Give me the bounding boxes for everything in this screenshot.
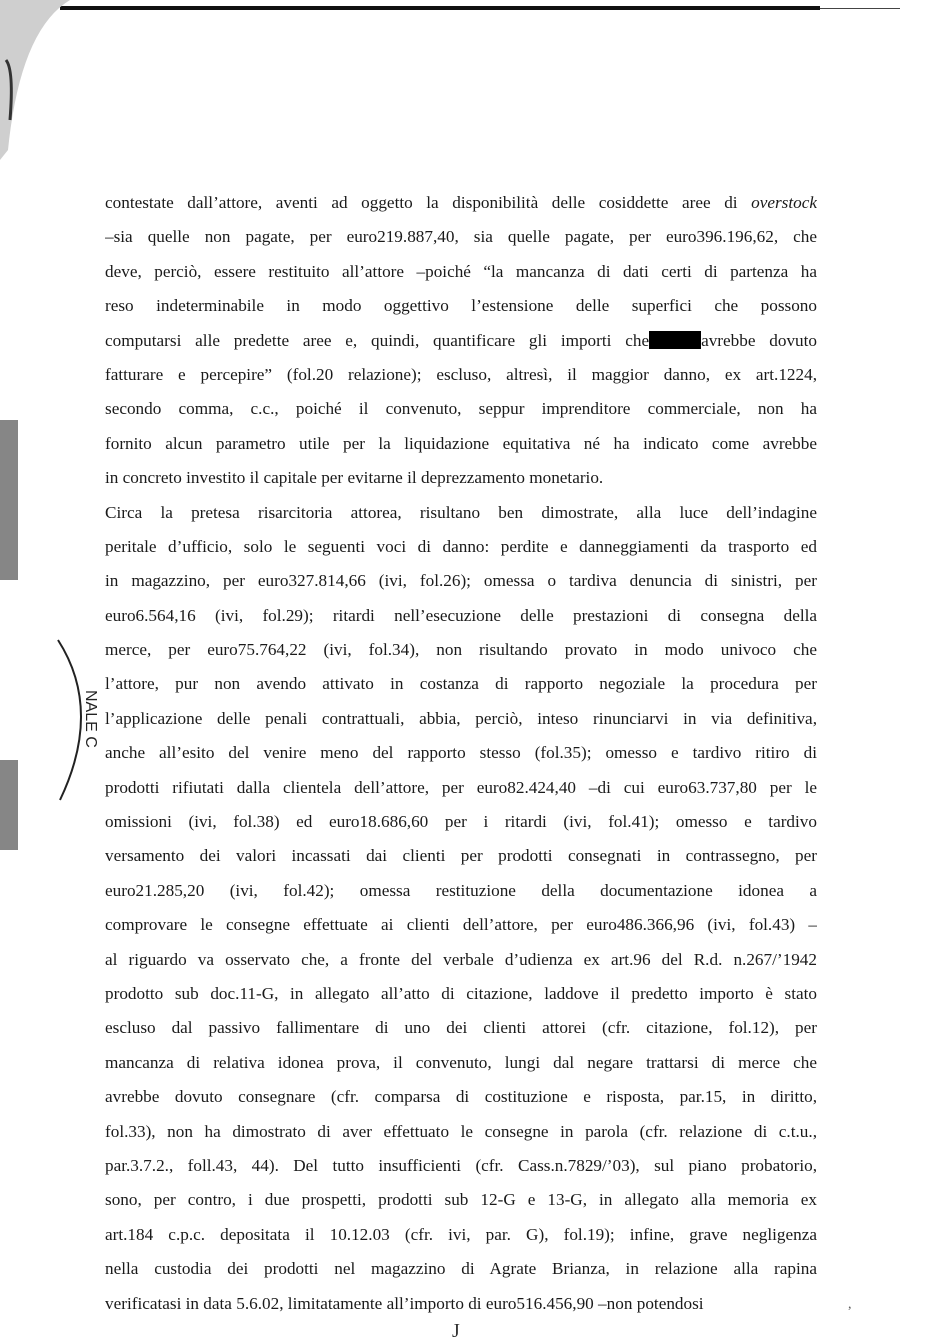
text-line: peritale d’ufficio, solo le seguenti voci di danno: perdite e danneggiamenti da trasporto ed — [105, 536, 817, 556]
text-line: –sia quelle non pagate, per euro219.887,40, sia quelle pagate, per euro396.196,62, che — [105, 227, 817, 247]
scan-edge-noise — [0, 420, 18, 580]
scan-edge-noise — [0, 760, 18, 850]
paragraph — [105, 186, 817, 496]
text-line: prodotto sub doc.11-G, in allegato all’atto di citazione, laddove il predetto importo è stato — [105, 983, 817, 1003]
text-line: omissioni (ivi, fol.38) ed euro18.686,60 per i ritardi (ivi, fol.41); omesso e tardivo — [105, 812, 817, 832]
text-line: nella custodia dei prodotti nel magazzino di Agrate Brianza, in relazione alla rapina — [105, 1259, 817, 1279]
text-line: avrebbe dovuto consegnare (cfr. comparsa di costituzione e risposta, par.15, in diritto, — [105, 1087, 817, 1107]
text-segment: computarsi alle predette aree e, quindi, quantificare gli importi che — [105, 330, 650, 350]
margin-tick: , — [848, 1297, 852, 1312]
text-line: fatturare e percepire” (fol.20 relazione); escluso, altresì, il maggior danno, ex art.1224, — [105, 364, 817, 384]
redaction-box — [649, 331, 701, 349]
text-line: euro6.564,16 (ivi, fol.29); ritardi nell’esecuzione delle prestazioni di consegna della — [105, 605, 817, 625]
text-line: escluso dal passivo fallimentare di uno dei clienti attorei (cfr. citazione, fol.12), per — [105, 1018, 817, 1038]
text-line: versamento dei valori incassati dai clienti per prodotti consegnati in contrassegno, per — [105, 846, 817, 866]
text-line: in magazzino, per euro327.814,66 (ivi, fol.26); omessa o tardiva denuncia di sinistri, per — [105, 571, 817, 591]
paragraph — [105, 496, 817, 1321]
italic-term: overstock — [751, 193, 817, 212]
text-segment: contestate dall’attore, aventi ad oggetto la disponibilità delle cosiddette aree di — [105, 193, 752, 212]
text-line: deve, perciò, essere restituito all’attore –poiché “la mancanza di dati certi di partenza ha — [105, 261, 817, 281]
text-line: art.184 c.p.c. depositata il 10.12.03 (cfr. ivi, par. G), fol.19); infine, grave negligenza — [105, 1224, 817, 1244]
svg-text:NALE C: NALE C — [82, 690, 99, 748]
text-line: al riguardo va osservato che, a fronte del verbale d’udienza ex art.96 del R.d. n.267/’1942 — [105, 949, 817, 969]
text-line — [105, 186, 817, 220]
text-line: mancanza di relativa idonea prova, il convenuto, lungi dal negare trattarsi di merce che — [105, 1052, 817, 1072]
top-border-line-right — [820, 8, 900, 9]
text-line: reso indeterminabile in modo oggettivo l’estensione delle superfici che possono — [105, 296, 817, 316]
text-line: verificatasi in data 5.6.02, limitatamente all’importo di euro516.456,90 –non potendosi — [105, 1293, 704, 1313]
top-border-line — [60, 6, 820, 10]
text-line: sono, per contro, i due prospetti, prodotti sub 12-G e 13-G, in allegato alla memoria ex — [105, 1190, 817, 1210]
scan-corner-shadow — [0, 0, 70, 160]
text-line: merce, per euro75.764,22 (ivi, fol.34), non risultando provato in modo univoco che — [105, 640, 817, 660]
text-segment: avrebbe dovuto — [701, 330, 817, 350]
text-line: fornito alcun parametro utile per la liquidazione equitativa né ha indicato come avrebbe — [105, 433, 817, 453]
text-line: in concreto investito il capitale per evitarne il deprezzamento monetario. — [105, 468, 604, 488]
text-line: par.3.7.2., foll.43, 44). Del tutto insufficienti (cfr. Cass.n.7829/’03), sul piano probatorio, — [105, 1155, 817, 1175]
document-body — [105, 186, 817, 1321]
text-line: euro21.285,20 (ivi, fol.42); omessa restituzione della documentazione idonea a — [105, 880, 817, 900]
text-line: secondo comma, c.c., poiché il convenuto, seppur imprenditore commerciale, non ha — [105, 399, 817, 419]
text-line: l’attore, pur non avendo attivato in costanza di rapporto negoziale la procedura per — [105, 674, 817, 694]
text-line: anche all’esito del venire meno del rapporto stesso (fol.35); omesso e tardivo ritiro di — [105, 743, 817, 763]
text-line: fol.33), non ha dimostrato di aver effettuato le consegne in parola (cfr. relazione di c.t.u., — [105, 1121, 817, 1141]
text-line: comprovare le consegne effettuate ai clienti dell’attore, per euro486.366,96 (ivi, fol.43) – — [105, 915, 817, 935]
text-line: Circa la pretesa risarcitoria attorea, risultano ben dimostrate, alla luce dell’indagine — [105, 502, 817, 522]
text-line — [105, 324, 817, 358]
text-line: l’applicazione delle penali contrattuali, abbia, perciò, inteso rinunciarvi in via definitiva, — [105, 708, 817, 728]
text-line: prodotti rifiutati dalla clientela dell’attore, per euro82.424,40 –di cui euro63.737,80 per le — [105, 777, 817, 797]
page-mark: J — [452, 1320, 460, 1342]
